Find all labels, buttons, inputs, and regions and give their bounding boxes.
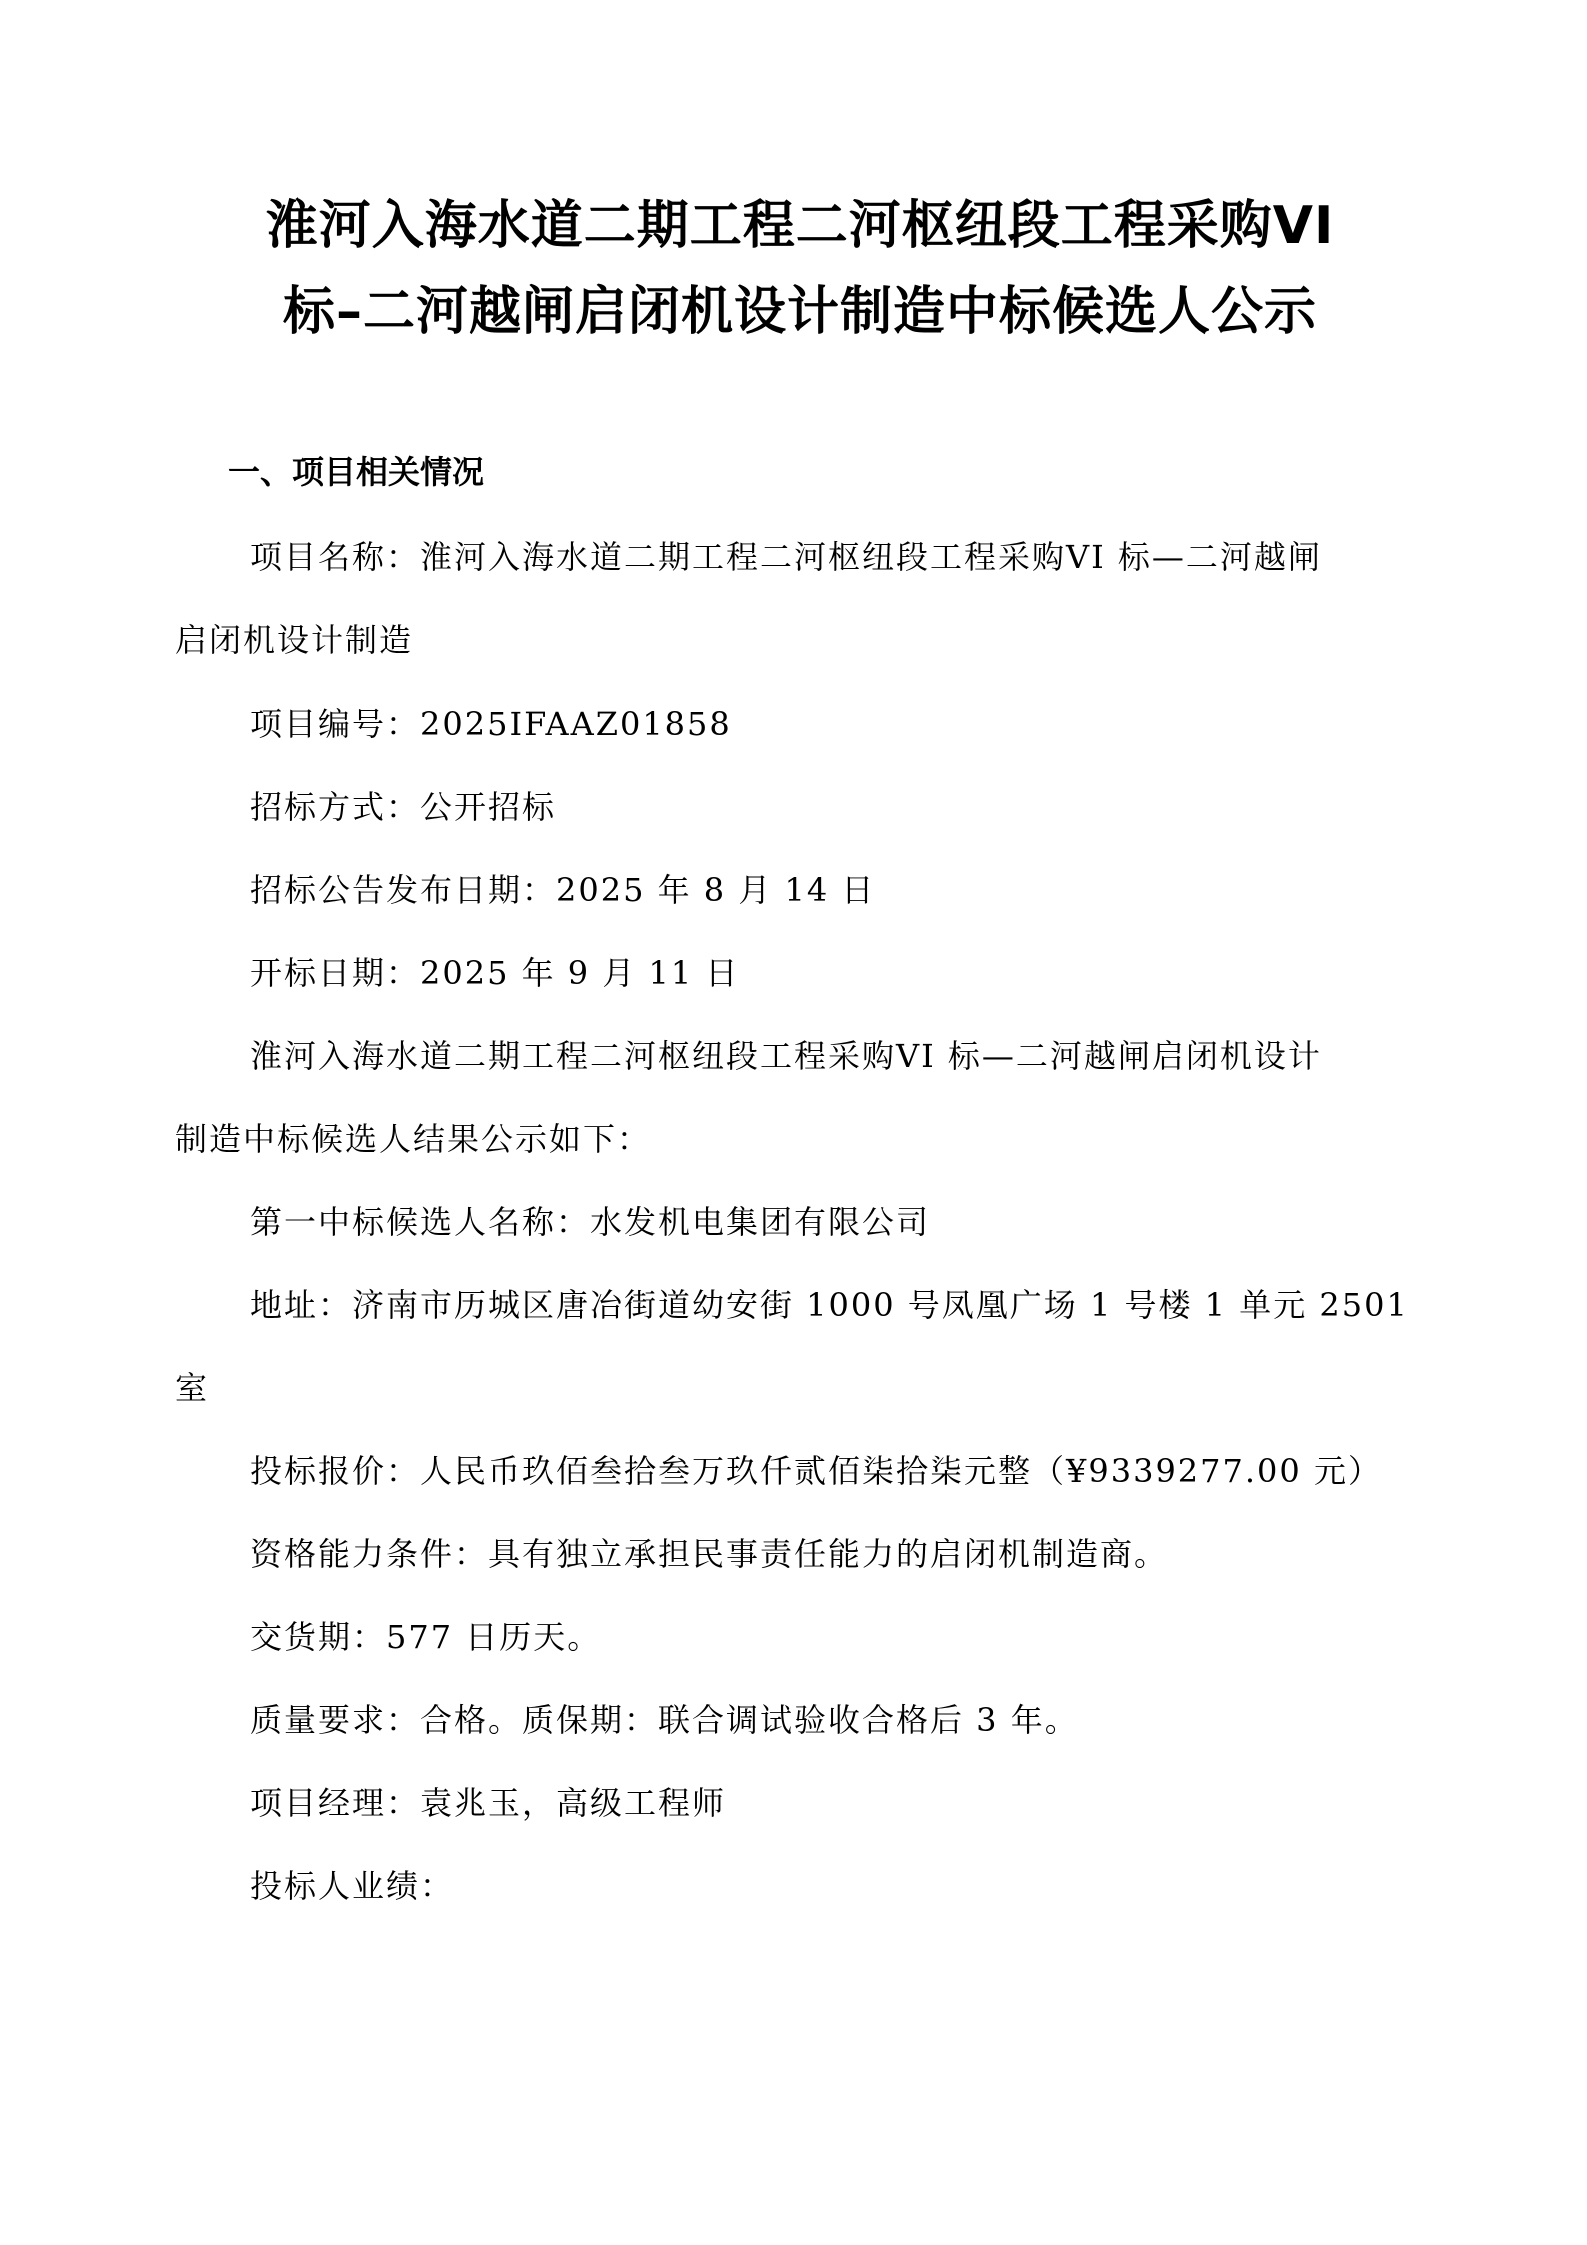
quality-requirement: 质量要求：合格。质保期：联合调试验收合格后 3 年。 xyxy=(250,1701,1079,1739)
delivery-period: 交货期：577 日历天。 xyxy=(250,1618,602,1656)
opening-date: 开标日期：2025 年 9 月 11 日 xyxy=(250,954,740,992)
title-line-1: 淮河入海水道二期工程二河枢纽段工程采购VI xyxy=(265,196,1335,256)
project-name-line-2: 启闭机设计制造 xyxy=(175,621,414,659)
project-number: 项目编号：2025IFAAZ01858 xyxy=(250,705,732,743)
first-candidate-name: 第一中标候选人名称：水发机电集团有限公司 xyxy=(250,1203,931,1241)
qualification: 资格能力条件：具有独立承担民事责任能力的启闭机制造商。 xyxy=(250,1535,1169,1573)
bidder-performance: 投标人业绩： xyxy=(250,1867,455,1905)
result-intro-line-1: 淮河入海水道二期工程二河枢纽段工程采购VI 标—二河越闸启闭机设计 xyxy=(250,1037,1322,1075)
address-line-2: 室 xyxy=(175,1369,210,1407)
announcement-date: 招标公告发布日期：2025 年 8 月 14 日 xyxy=(250,871,876,909)
title-line-2: 标–二河越闸启闭机设计制造中标候选人公示 xyxy=(282,282,1317,342)
bid-price: 投标报价：人民币玖佰叁拾叁万玖仟贰佰柒拾柒元整（¥9339277.00 元） xyxy=(250,1452,1382,1490)
project-manager: 项目经理：袁兆玉，高级工程师 xyxy=(250,1784,727,1822)
bidding-method: 招标方式：公开招标 xyxy=(250,788,557,826)
document-title xyxy=(180,183,1420,355)
section-heading: 一、项目相关情况 xyxy=(228,453,485,491)
result-intro-line-2: 制造中标候选人结果公示如下： xyxy=(175,1120,652,1158)
project-name-line-1: 项目名称：淮河入海水道二期工程二河枢纽段工程采购VI 标—二河越闸 xyxy=(250,538,1322,576)
address-line-1: 地址：济南市历城区唐冶街道幼安街 1000 号凤凰广场 1 号楼 1 单元 2501 xyxy=(250,1286,1409,1324)
